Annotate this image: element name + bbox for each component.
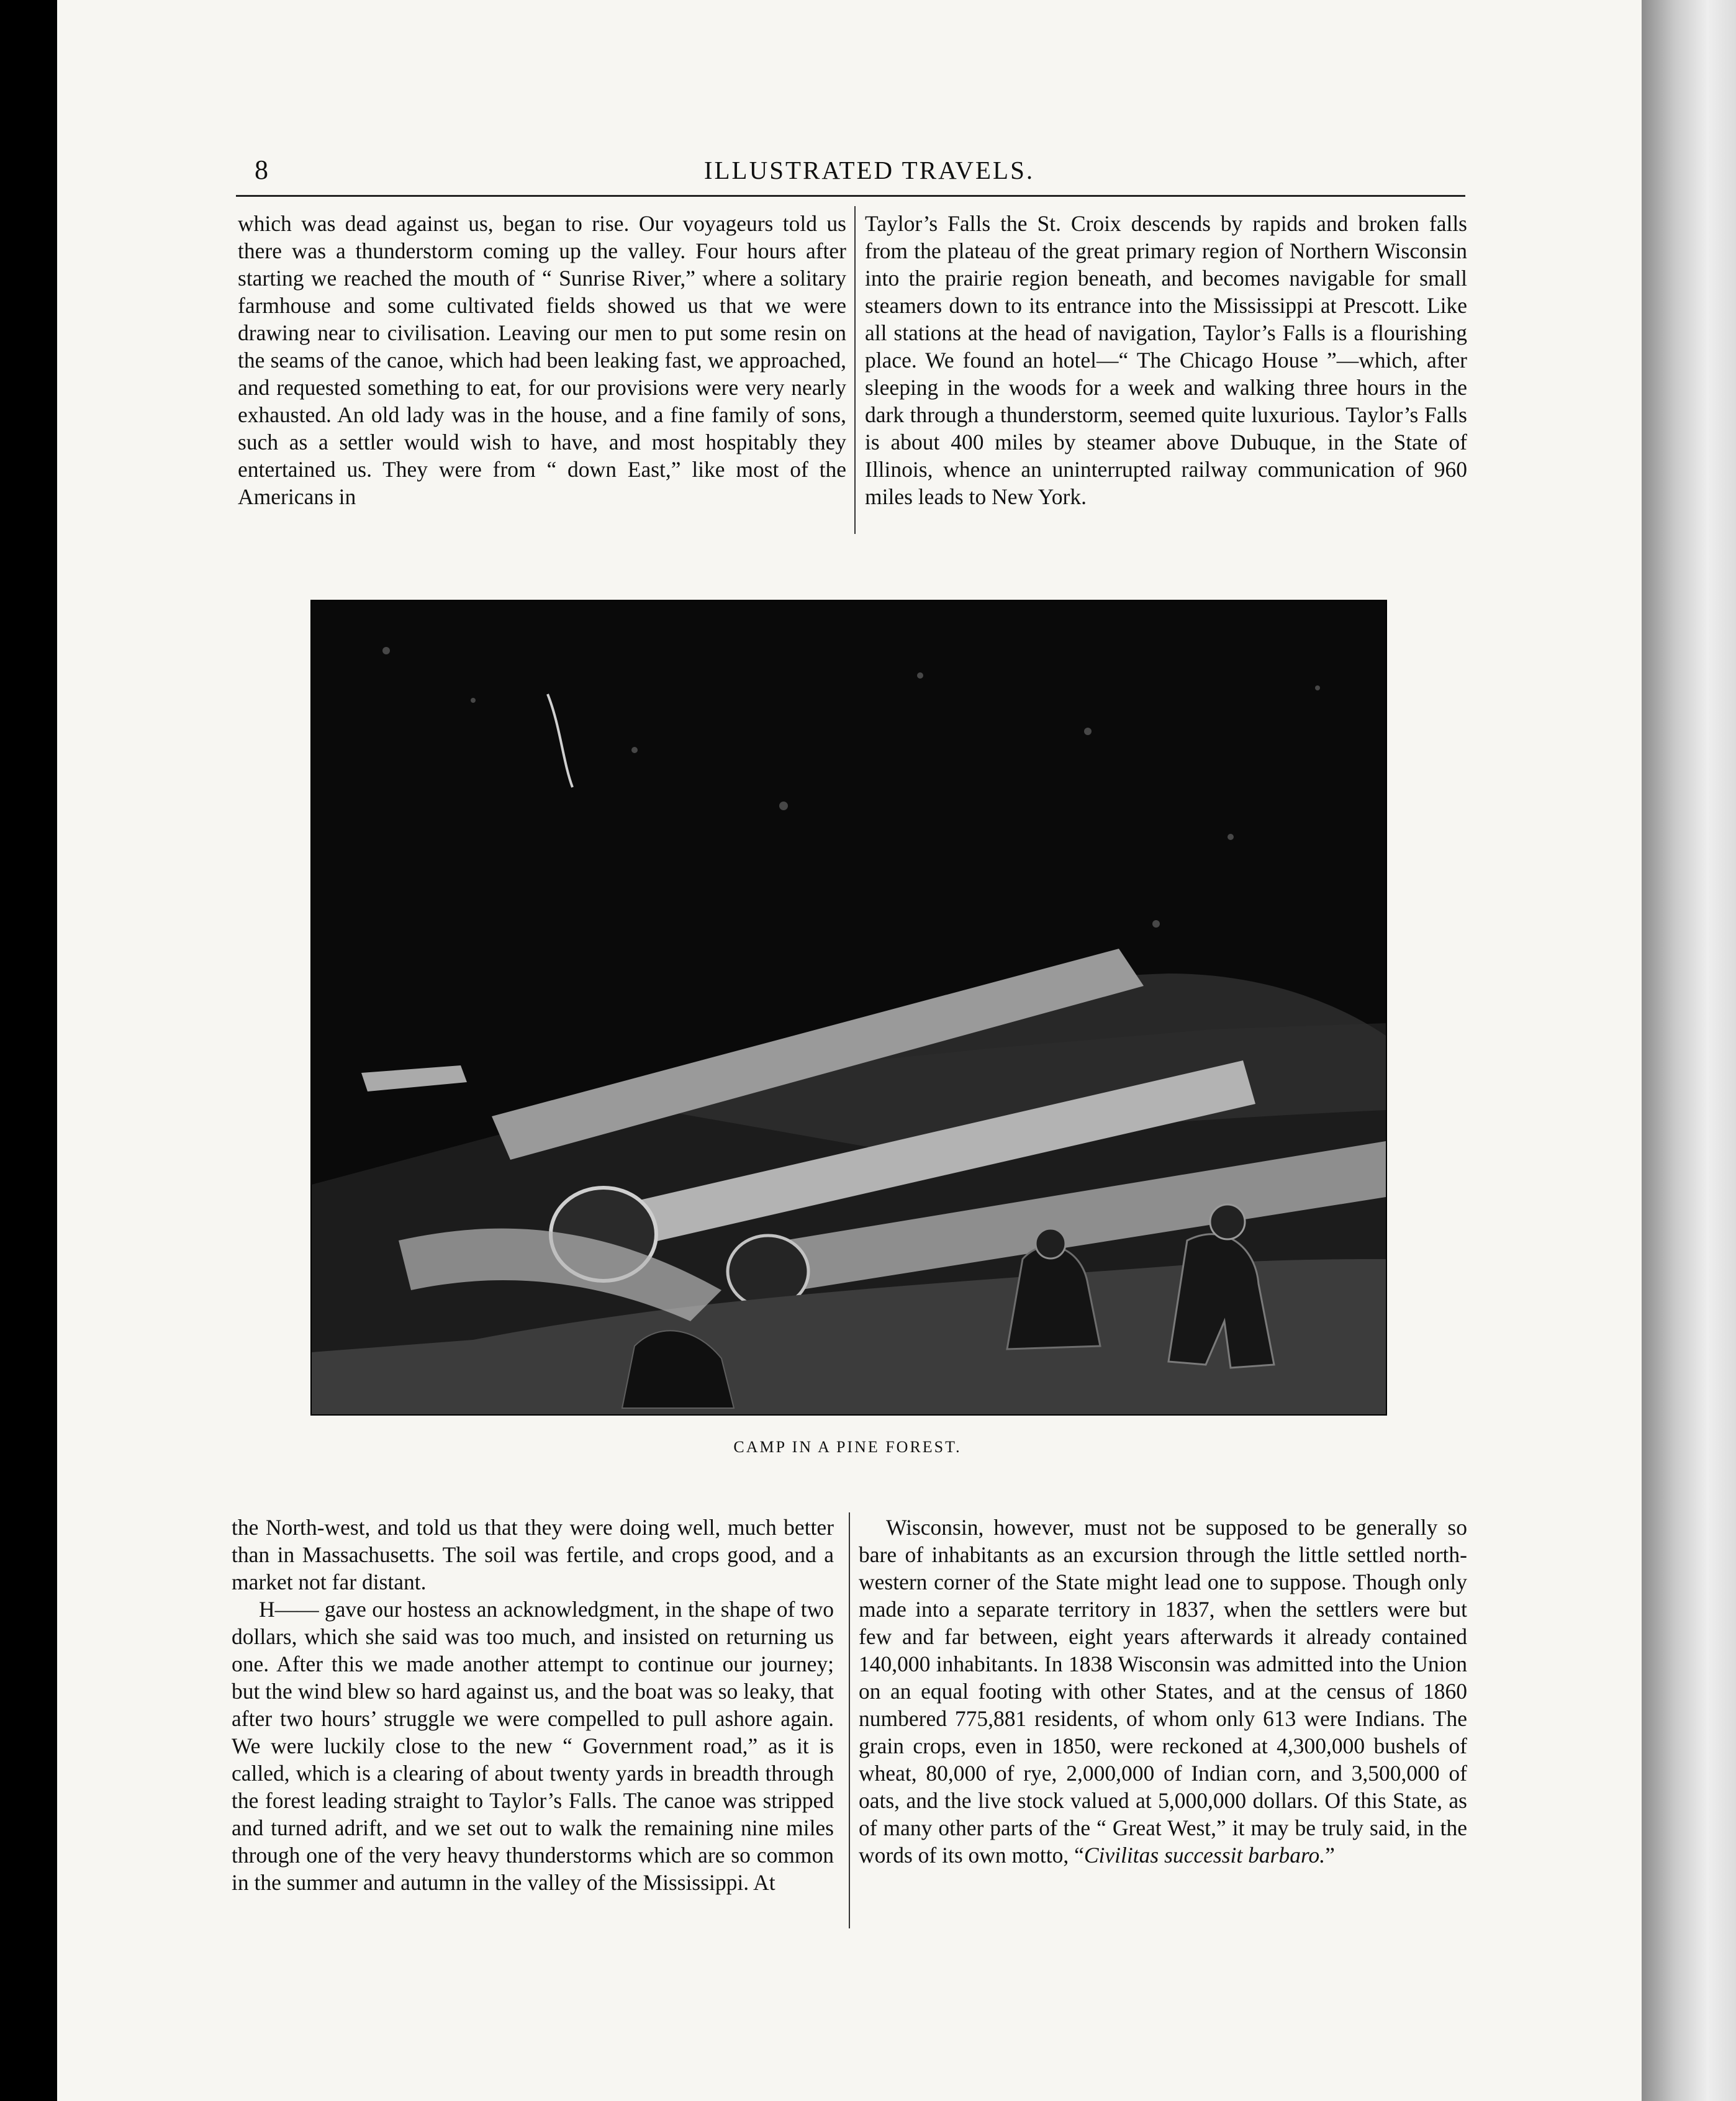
bottom-right-text: Wisconsin, however, must not be supposed to be generally so bare of inhabitants as an excursion through the little settled north-western corner of the State might lead one to suppose. Though only made into a separate territory in 1837, when the settlers were but few and far between, eight years afterwards it already contained 140,000 inhabitants. In 1838 Wisconsin was admitted into the Union on an equal footing with other States, and at the census of 1860 numbered 775,881 residents, of whom only 613 were Indians. The grain crops, even in 1850, were reckoned at 4,300,000 bushels of wheat, 80,000 of rye, 2,000,000 of Indian corn, and 3,500,000 of oats, and the live stock valued at 5,000,000 dollars. Of this State, as of many other parts of the “ Great West,” it may be truly said, in the words of its own motto, “: [859, 1515, 1467, 1868]
engraving-illustration: [312, 601, 1386, 1414]
bottom-right-column: [859, 1514, 1467, 1869]
running-title: ILLUSTRATED TRAVELS.: [703, 156, 1035, 184]
bottom-left-paragraph-1: the North-west, and told us that they were doing well, much better than in Massachusetts. The soil was fertile, and crops good, and a market not far distant.: [232, 1515, 834, 1594]
top-left-paragraph: which was dead against us, began to rise. Our voyageurs told us there was a thunderstorm coming up the valley. Four hours after starting we reached the mouth of “ Sunrise River,” where a solitary farmhouse and some cultivated fields showed us that we were drawing near to civilisation. Leaving our men to put some resin on the seams of the canoe, which had been leaking fast, we approached, and requested something to eat, for our provisions were very nearly exhausted. An old lady was in the house, and a fine family of sons, such as a settler would wish to have, and most hospitably they entertained us. They were from “ down East,” like most of the Americans in: [238, 211, 846, 509]
state-motto: Civilitas successit barbaro.: [1083, 1843, 1326, 1868]
top-right-column: [865, 210, 1467, 510]
engraving-camp-in-pine-forest: [310, 600, 1387, 1416]
closing-quote: ”: [1325, 1843, 1335, 1868]
bottom-right-paragraph: [859, 1514, 1467, 1869]
column-divider-top: [854, 206, 856, 534]
book-spine-edge: [1642, 0, 1736, 2101]
figure-caption: CAMP IN A PINE FOREST.: [733, 1438, 962, 1456]
column-divider-bottom: [849, 1512, 850, 1928]
top-left-column: [238, 210, 846, 510]
bottom-left-paragraph-2: H—— gave our hostess an acknowledgment, in the shape of two dollars, which she said was too much, and insisted on returning us one. After this we made another attempt to continue our journey; but the wind blew so hard against us, and the boat was so leaky, that after two hours’ struggle we were compelled to pull ashore again. We were luckily close to the new “ Government road,” as it is called, which is a clearing of about twenty yards in breadth through the forest leading straight to Taylor’s Falls. The canoe was stripped and turned adrift, and we set out to walk the remaining nine miles through one of the very heavy thunderstorms which are so common in the summer and autumn in the valley of the Mississippi. At: [232, 1597, 834, 1895]
top-right-paragraph: Taylor’s Falls the St. Croix descends by rapids and broken falls from the plateau of the great primary region of Northern Wisconsin into the prairie region beneath, and becomes navigable for small steamers down to its entrance into the Mississippi at Prescott. Like all stations at the head of navigation, Taylor’s Falls is a flourishing place. We found an hotel—“ The Chicago House ”—which, after sleeping in the woods for a week and walking three hours in the dark through a thunderstorm, seemed quite luxurious. Taylor’s Falls is about 400 miles by steamer above Dubuque, in the State of Illinois, whence an uninterrupted railway communication of 960 miles leads to New York.: [865, 211, 1467, 509]
bottom-left-column: [232, 1514, 834, 1896]
page-number: 8: [255, 155, 268, 185]
header-rule: [236, 195, 1465, 197]
